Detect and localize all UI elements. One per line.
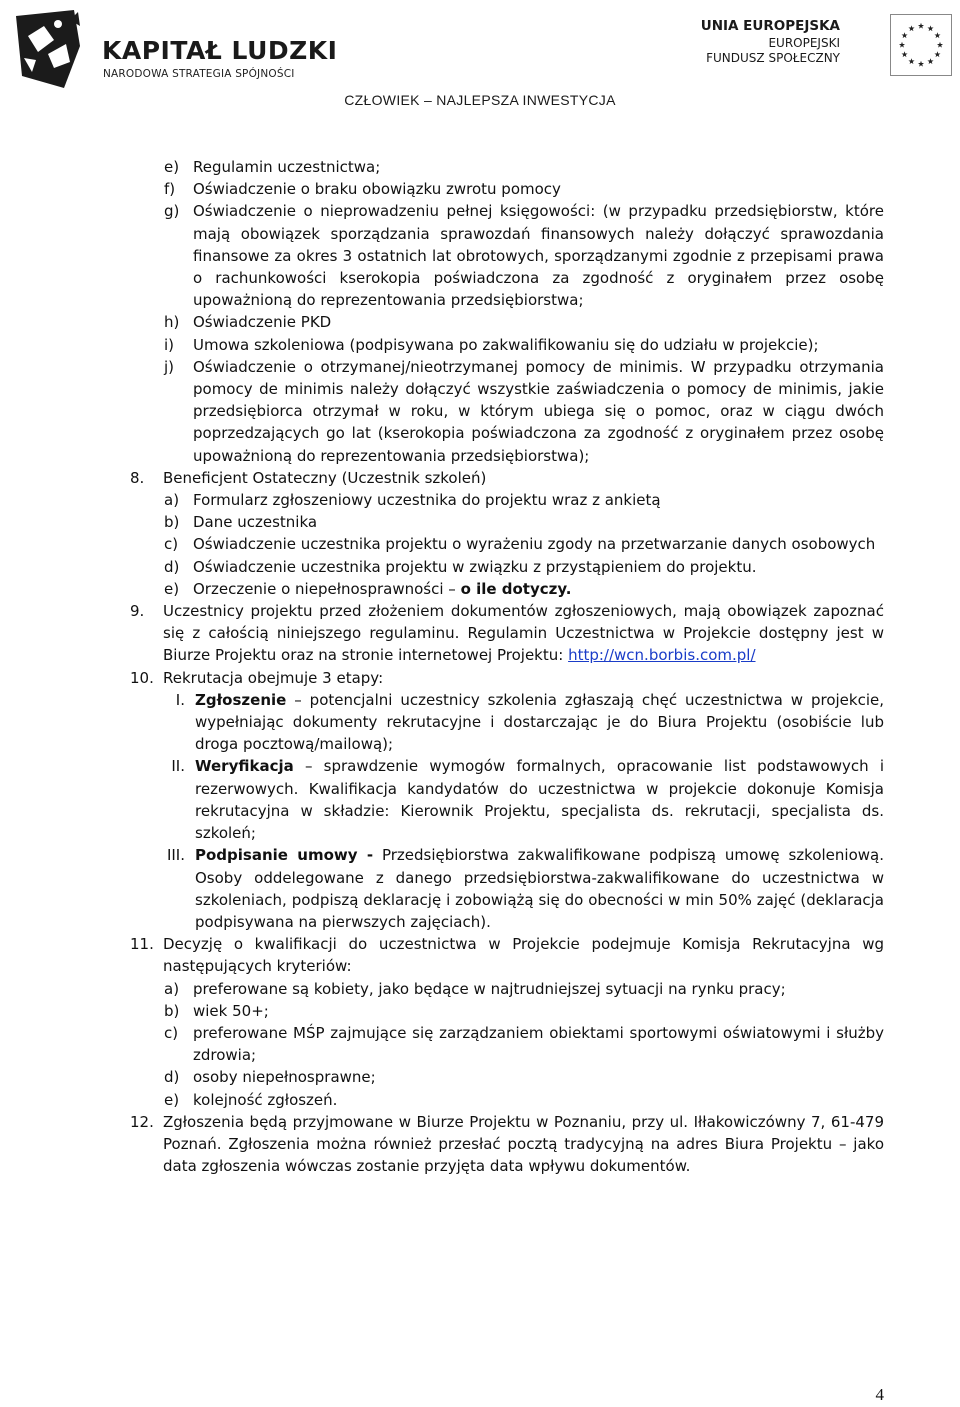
- numbered-item: [130, 667, 884, 689]
- list-text: Formularz zgłoszeniowy uczestnika do projektu wraz z ankietą: [193, 491, 661, 510]
- list-text: Decyzję o kwalifikacji do uczestnictwa w Projekcie podejmuje Komisja Rekrutacyjna wg następujących kryteriów:: [163, 935, 884, 976]
- list-text: – sprawdzenie wymogów formalnych, opracowanie list podstawowych i rezerwowych. Kwalifikacja kandydatów do uczestnictwa w projekcie dokonuje Komisja rekrutacyjna w składzie: Kierownik Projektu, specjalista ds. rekrutacji, specjalista ds. szkoleń;: [195, 757, 884, 843]
- stage-name: Weryfikacja: [195, 757, 294, 776]
- list-text: Beneficjent Ostateczny (Uczestnik szkoleń): [163, 468, 487, 487]
- list-text: Regulamin uczestnictwa;: [193, 158, 381, 176]
- list-text: Oświadczenie PKD: [193, 313, 332, 332]
- page-header: [0, 0, 960, 115]
- list-item: [164, 1022, 884, 1066]
- list-marker: a): [164, 979, 180, 998]
- list-marker: c): [164, 535, 179, 554]
- list-text: Orzeczenie o niepełnosprawności –: [193, 579, 461, 598]
- list-item: [164, 1066, 884, 1088]
- list-item: [164, 489, 884, 511]
- list-marker: h): [164, 313, 180, 332]
- list-marker: c): [164, 1023, 179, 1042]
- list-text: wiek 50+;: [193, 1001, 269, 1020]
- list-marker: b): [164, 1001, 180, 1020]
- list-text: Oświadczenie o nieprowadzeniu pełnej księgowości: (w przypadku przedsiębiorstw, które mają obowiązek sporządzania sprawozdań finansowych należy dołączyć sprawozdania finansowe za okres 3 ostatnich lat obrotowych, sporządzanymi zgodnie z przepisami prawa o rachunkowości kserokopia poświadczona za zgodność z oryginałem przez osobę upoważnioną do reprezentowania przedsiębiorstwa;: [193, 202, 884, 310]
- document-body: [0, 156, 960, 1177]
- logo-title: KAPITAŁ LUDZKI: [102, 36, 338, 65]
- roman-item: [175, 689, 884, 756]
- list-text: Przedsiębiorstwa zakwalifikowane podpiszą umowę szkoleniową. Osoby oddelegowane z danego przedsiębiorstwa-zakwalifikowane do uczestnictwa w szkoleniach, podpiszą deklarację i zobowiążą się do obecności w min 50% zajęć (deklaracja podpisywana na pierwszych zajęciach).: [195, 846, 884, 931]
- list-item: [164, 978, 884, 1000]
- list-item: [164, 511, 884, 533]
- list-item: [164, 556, 884, 578]
- list-marker: III.: [166, 846, 185, 865]
- stage-name: Podpisanie umowy -: [195, 846, 374, 865]
- list-text: osoby niepełnosprawne;: [193, 1068, 376, 1087]
- motto: CZŁOWIEK – NAJLEPSZA INWESTYCJA: [344, 92, 616, 108]
- list-text: kolejność zgłoszeń.: [193, 1090, 338, 1109]
- roman-item: [171, 755, 884, 844]
- list-text: Oświadczenie o otrzymanej/nieotrzymanej pomocy de minimis. W przypadku otrzymania pomocy de minimis należy dołączyć wszystkie zaświadczenia o pomocy de minimis, jakie przedsiębiorca otrzymał w roku, w którym ubiega się o pomoc, oraz w ciągu dwóch poprzedzających go lat (kserokopia poświadczona za zgodność z oryginałem przez osobę upoważnioną do reprezentowania przedsiębiorstwa);: [193, 357, 884, 465]
- list-item: [164, 1000, 884, 1022]
- list-text: Oświadczenie uczestnika projektu o wyrażeniu zgody na przetwarzanie danych osobowych: [193, 535, 876, 554]
- list-text: – potencjalni uczestnicy szkolenia zgłaszają chęć uczestnictwa w projekcie, wypełniając dokumenty rekrutacyjne i dostarczając je do Biura Projektu (osobiście lub droga pocztową/mailową);: [195, 690, 884, 754]
- list-item: [164, 178, 884, 200]
- numbered-item: [130, 467, 884, 489]
- list-marker: 10.: [130, 668, 154, 687]
- list-marker: d): [164, 1068, 180, 1087]
- list-marker: d): [164, 557, 180, 576]
- list-text: Oświadczenie o braku obowiązku zwrotu pomocy: [193, 180, 561, 199]
- eu-line-2: EUROPEJSKI: [768, 36, 840, 50]
- list-text: Oświadczenie uczestnika projektu w związku z przystąpieniem do projektu.: [193, 557, 757, 576]
- eu-logo: [700, 14, 952, 84]
- eu-line-1: UNIA EUROPEJSKA: [700, 18, 840, 34]
- roman-item: [166, 844, 884, 933]
- kapital-ludzki-logo-icon: [14, 6, 88, 92]
- list-text: Umowa szkoleniowa (podpisywana po zakwalifikowaniu się do udziału w projekcie);: [193, 335, 819, 354]
- list-text: Dane uczestnika: [193, 513, 318, 532]
- list-marker: f): [164, 180, 176, 199]
- list-text: Rekrutacja obejmuje 3 etapy:: [163, 668, 384, 687]
- bold-note: o ile dotyczy.: [460, 579, 572, 598]
- list-marker: g): [164, 202, 180, 221]
- page-number: 4: [875, 1385, 884, 1404]
- list-marker: i): [164, 335, 175, 354]
- list-text: Zgłoszenia będą przyjmowane w Biurze Projektu w Poznaniu, przy ul. Iłłakowiczówny 7, 61-479 Poznań. Zgłoszenia można również przesłać pocztą tradycyjną na adres Biura Projektu – jako data zgłoszenia wówczas zostanie przyjęta data wpływu dokumentów.: [163, 1112, 884, 1176]
- list-text: preferowane MŚP zajmujące się zarządzaniem obiektami sportowymi oświatowymi i służby zdrowia;: [193, 1023, 884, 1065]
- list-item: [164, 311, 884, 333]
- eu-flag-stars-icon: [890, 14, 952, 76]
- list-marker: II.: [171, 757, 185, 776]
- list-marker: 12.: [130, 1112, 154, 1131]
- stage-name: Zgłoszenie: [195, 690, 287, 709]
- list-marker: 9.: [130, 602, 145, 621]
- list-item: [164, 356, 884, 467]
- numbered-item: [130, 1111, 884, 1178]
- list-marker: 11.: [130, 935, 154, 954]
- list-marker: e): [164, 1090, 180, 1109]
- list-item: [164, 334, 884, 356]
- list-text: Uczestnicy projektu przed złożeniem dokumentów zgłoszeniowych, mają obowiązek zapoznać się z całością niniejszego regulaminu. Regulamin Uczestnictwa w Projekcie dostępny jest w Biurze Projektu oraz na stronie internetowej Projektu:: [163, 602, 884, 665]
- list-marker: e): [164, 579, 180, 598]
- project-website-link[interactable]: http://wcn.borbis.com.pl/: [568, 646, 756, 665]
- list-item: [164, 533, 884, 555]
- list-item: [164, 200, 884, 311]
- list-marker: b): [164, 513, 180, 532]
- list-marker: 8.: [130, 468, 145, 487]
- list-marker: I.: [175, 690, 185, 709]
- logo-subtitle: NARODOWA STRATEGIA SPÓJNOŚCI: [103, 68, 295, 80]
- list-marker: j): [164, 357, 175, 376]
- list-item: [164, 1089, 884, 1111]
- numbered-item: [130, 933, 884, 977]
- kapital-ludzki-logo: [14, 6, 338, 94]
- list-marker: e): [164, 158, 180, 176]
- list-text: preferowane są kobiety, jako będące w najtrudniejszej sytuacji na rynku pracy;: [193, 979, 786, 998]
- list-item: [164, 156, 884, 178]
- list-item: [164, 578, 884, 600]
- numbered-item: [130, 600, 884, 667]
- list-marker: a): [164, 491, 180, 510]
- eu-line-3: FUNDUSZ SPOŁECZNY: [706, 51, 840, 65]
